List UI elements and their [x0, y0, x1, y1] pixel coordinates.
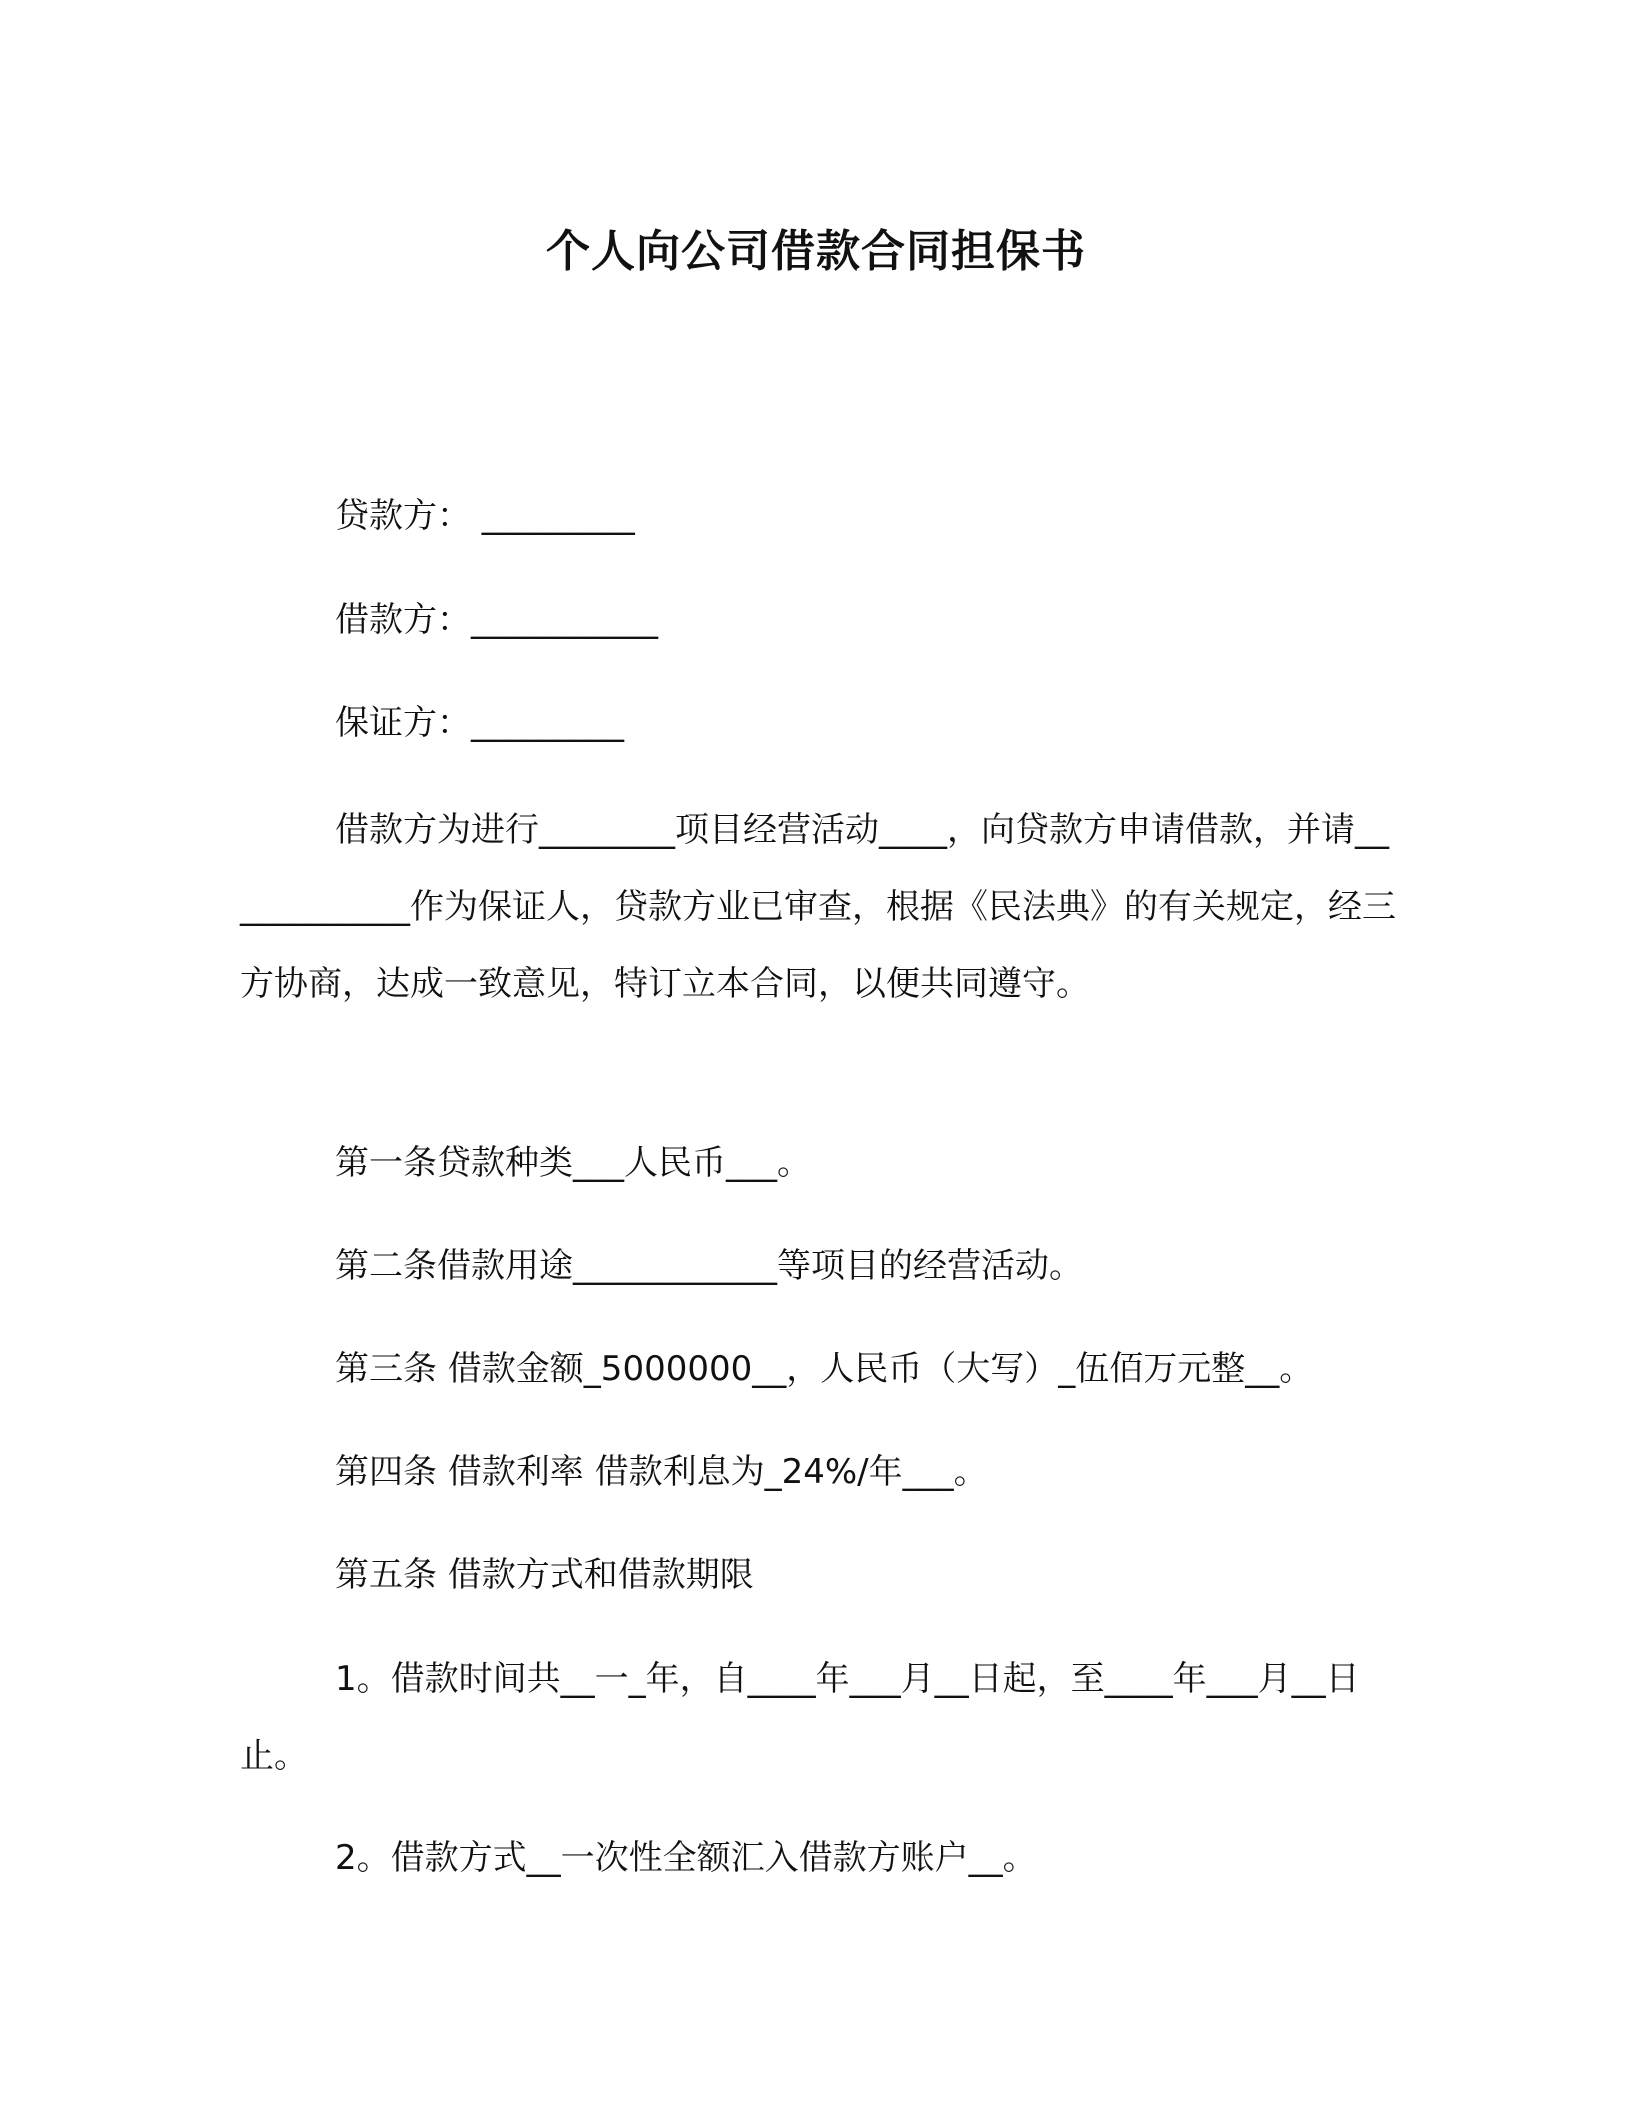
lender-line: 贷款方： _________	[335, 496, 635, 536]
item-1-paragraph: 1。借款时间共__一_年，自____年___月__日起，至____年___月__日止。	[240, 1659, 1360, 1776]
article-4: 第四条 借款利率 借款利息为_24%/年___。	[335, 1452, 988, 1492]
guarantor-line: 保证方：_________	[335, 703, 624, 743]
article-1: 第一条贷款种类___人民币___。	[335, 1143, 811, 1183]
article-3: 第三条 借款金额_5000000__，人民币（大写）_伍佰万元整__。	[335, 1349, 1314, 1389]
article-2: 第二条借款用途____________等项目的经营活动。	[335, 1246, 1083, 1286]
item-2: 2。借款方式__一次性全额汇入借款方账户__。	[335, 1838, 1037, 1878]
article-5: 第五条 借款方式和借款期限	[335, 1555, 754, 1595]
document-title: 个人向公司借款合同担保书	[546, 226, 1086, 277]
borrower-line: 借款方：___________	[335, 600, 658, 640]
preamble-paragraph: 借款方为进行________项目经营活动____，向贷款方申请借款，并请____________作为保证人，贷款方业已审查，根据《民法典》的有关规定，经三方协商，达成一致意见，特订立本合同，以便共同遵守。	[240, 810, 1396, 1004]
